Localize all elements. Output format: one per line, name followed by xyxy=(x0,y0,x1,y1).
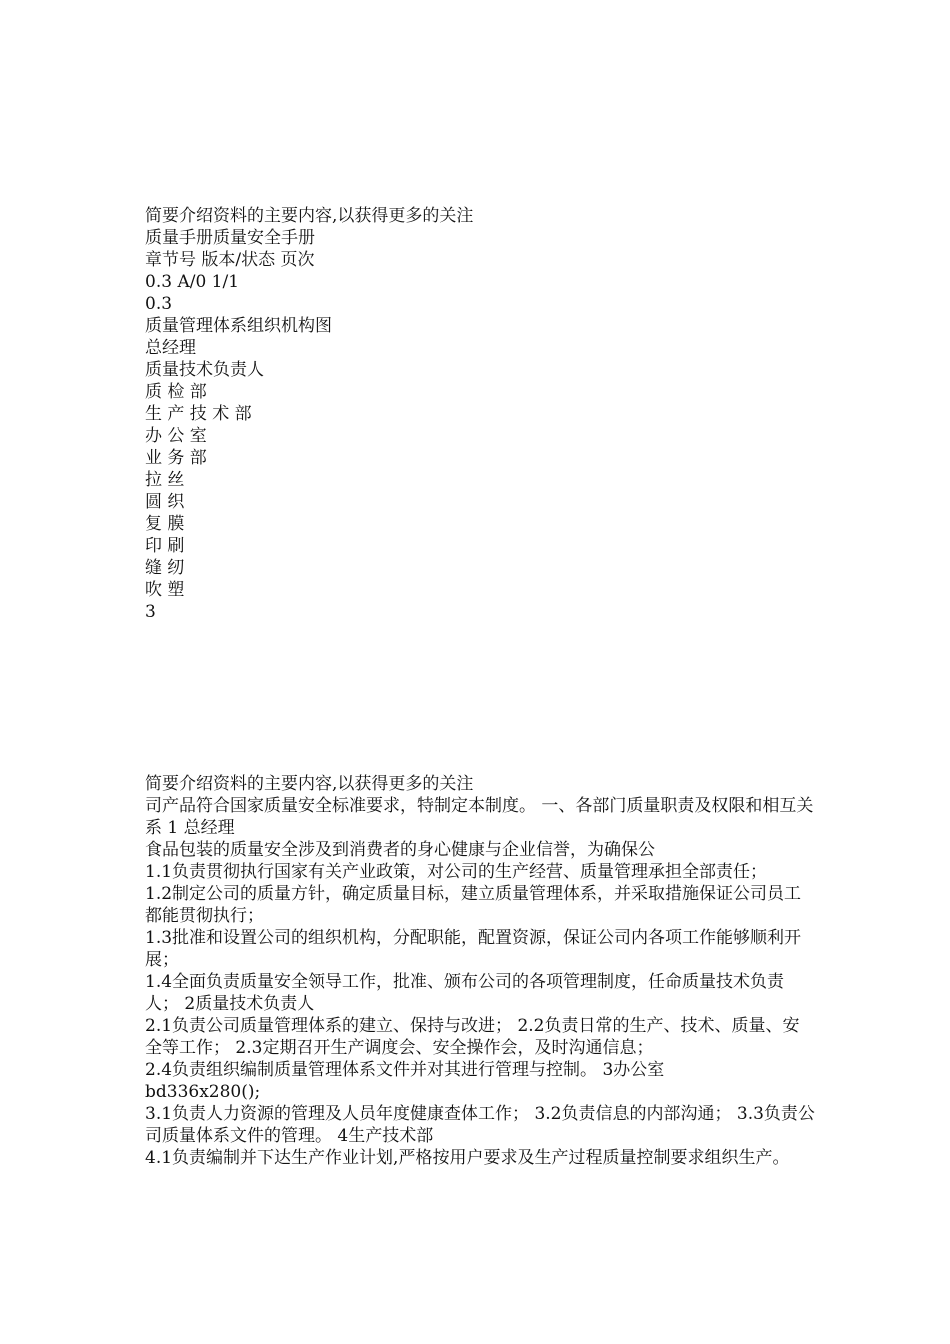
paragraph: 4.1负责编制并下达生产作业计划,严格按用户要求及生产过程质量控制要求组织生产。 xyxy=(145,1148,790,1168)
org-node-blow-molding: 吹 塑 xyxy=(145,580,185,600)
paragraph: 1.1负责贯彻执行国家有关产业政策，对公司的生产经营、质量管理承担全部责任； xyxy=(145,862,768,882)
page-1-content xyxy=(145,205,815,623)
script-artifact: bd336x280(); xyxy=(145,1082,261,1102)
page-2-content xyxy=(145,773,815,1169)
org-node-laminating: 复 膜 xyxy=(145,514,185,534)
org-node-general-manager: 总经理 xyxy=(145,338,196,358)
paragraph: 1.3批准和设置公司的组织机构，分配职能，配置资源，保证公司内各项工作能够顺利开展； xyxy=(145,928,802,970)
section-title: 质量管理体系组织机构图 xyxy=(145,316,332,336)
header-labels: 章节号 版本/状态 页次 xyxy=(145,250,315,270)
header-values: 0.3 A/0 1/1 xyxy=(145,272,240,292)
manual-title: 质量手册质量安全手册 xyxy=(145,228,315,248)
org-node-wire-drawing: 拉 丝 xyxy=(145,470,185,490)
intro-line: 简要介绍资料的主要内容,以获得更多的关注 xyxy=(145,206,474,226)
page-number: 3 xyxy=(145,602,156,622)
org-node-qc-dept: 质 检 部 xyxy=(145,382,207,402)
paragraph: 3.1负责人力资源的管理及人员年度健康查体工作； 3.2负责信息的内部沟通； 3.3负责公司质量体系文件的管理。 4生产技术部 xyxy=(145,1104,815,1146)
paragraph: 2.4负责组织编制质量管理体系文件并对其进行管理与控制。 3办公室 xyxy=(145,1060,665,1080)
paragraph: 2.1负责公司质量管理体系的建立、保持与改进； 2.2负责日常的生产、技术、质量、安全等工作； 2.3定期召开生产调度会、安全操作会，及时沟通信息； xyxy=(145,1016,800,1058)
org-node-production-tech-dept: 生 产 技 术 部 xyxy=(145,404,252,424)
org-node-office: 办 公 室 xyxy=(145,426,207,446)
paragraph: 司产品符合国家质量安全标准要求，特制定本制度。 一、各部门质量职责及权限和相互关系 1 总经理 xyxy=(145,796,814,838)
paragraph: 1.4全面负责质量安全领导工作，批准、颁布公司的各项管理制度，任命质量技术负责人； 2质量技术负责人 xyxy=(145,972,785,1014)
org-node-circular-weaving: 圆 织 xyxy=(145,492,185,512)
paragraph: 1.2制定公司的质量方针，确定质量目标，建立质量管理体系，并采取措施保证公司员工都能贯彻执行； xyxy=(145,884,802,926)
org-node-quality-tech-lead: 质量技术负责人 xyxy=(145,360,264,380)
org-node-sewing: 缝 纫 xyxy=(145,558,185,578)
section-number: 0.3 xyxy=(145,294,173,314)
org-node-business-dept: 业 务 部 xyxy=(145,448,207,468)
paragraph: 食品包装的质量安全涉及到消费者的身心健康与企业信誉，为确保公 xyxy=(145,840,655,860)
intro-line: 简要介绍资料的主要内容,以获得更多的关注 xyxy=(145,774,474,794)
org-node-printing: 印 刷 xyxy=(145,536,185,556)
